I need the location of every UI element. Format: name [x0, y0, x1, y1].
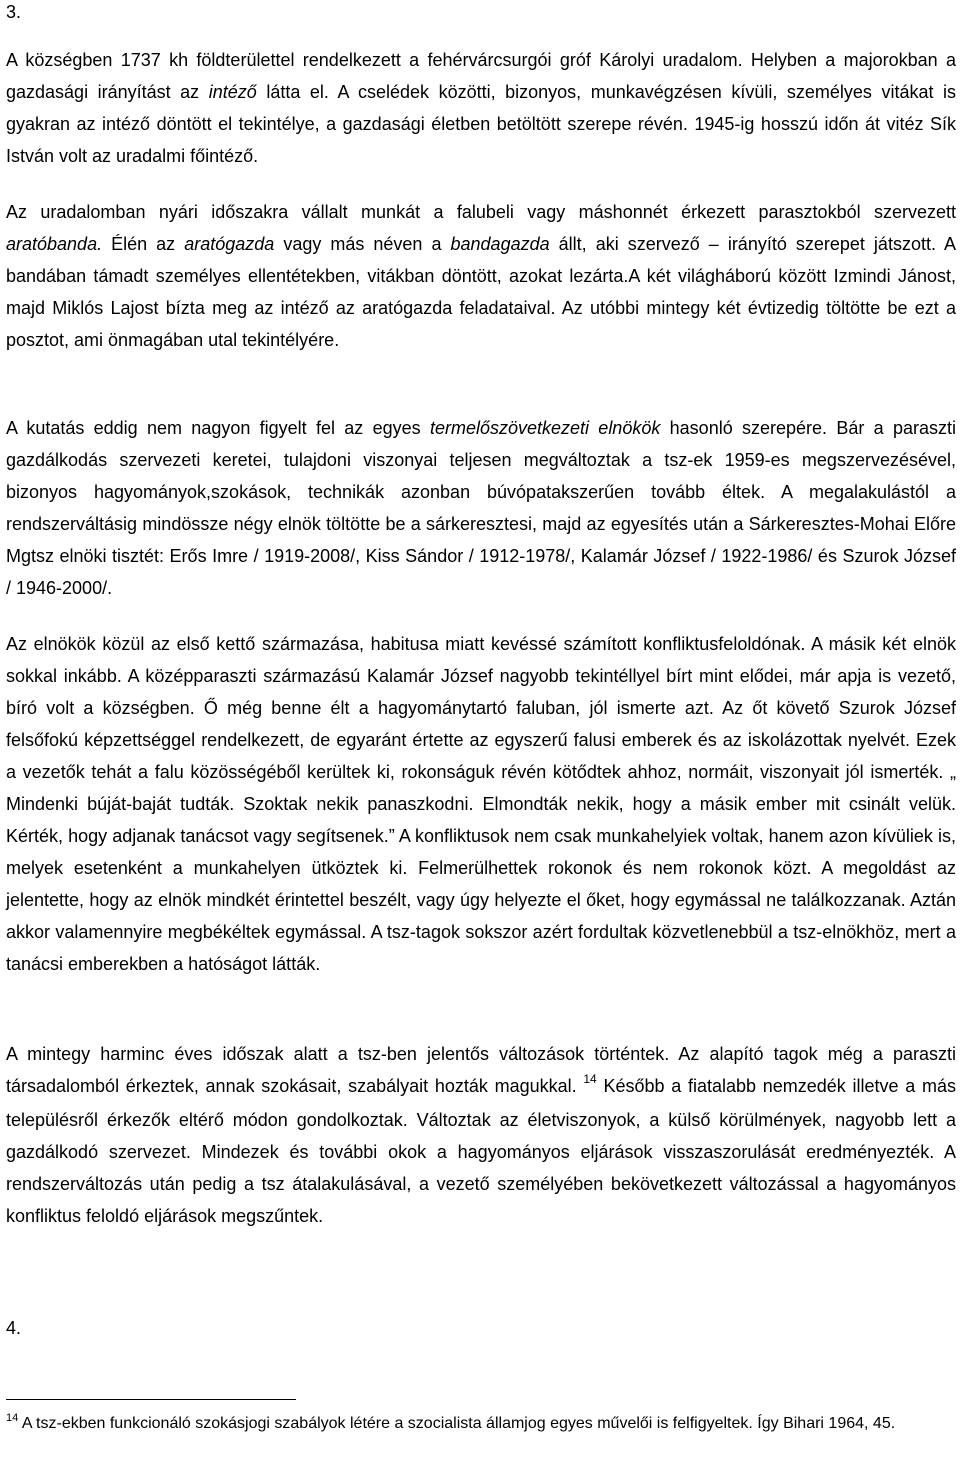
- section-number-4: 4.: [6, 1318, 22, 1338]
- italic-term: aratógazda: [184, 234, 275, 254]
- paragraph-tsz-elnokok: [6, 412, 956, 604]
- italic-term: bandagazda: [450, 234, 550, 254]
- footnote: [6, 1410, 946, 1439]
- paragraph-uradalom: [6, 44, 956, 172]
- italic-term: intéző: [208, 82, 257, 102]
- section-number-3: 3.: [6, 2, 22, 22]
- paragraph-text: A községben 1737 kh földterülettel rendelkezett a fehérvárcsurgói gróf Károlyi uradalom. Helyben a majorokban a gazdasági irányítást az: [6, 50, 956, 102]
- paragraph-text: hasonló szerepére. Bár a paraszti gazdálkodás szervezeti keretei, tulajdoni viszonyai teljesen megváltoztak a tsz-ek 1959-es megszervezésével, bizonyos hagyományok,szokások, technikák azonban búvópatakszerűen tovább éltek. A megalakulástól a rendszerváltásig mindössze négy elnök töltötte be a sárkeresztesi, majd az egyesítés után a Sárkeresztes-Mohai Előre Mgtsz elnöki tisztét: Erős Imre / 1919-2008/, Kiss Sándor / 1912-1978/, Kalamár József / 1922-1986/ és Szurok József / 1946-2000/.: [6, 418, 957, 598]
- paragraph-text: vagy más néven a: [274, 234, 451, 254]
- paragraph-text: A mintegy harminc éves időszak alatt a tsz-ben jelentős változások történtek. Az alapító tagok még a paraszti társadalomból érkeztek, annak szokásait, szabályait hozták magukkal.: [6, 1044, 956, 1096]
- footnote-text: A tsz-ekben funkcionáló szokásjogi szabályok létére a szocialista államjog egyes művelői is felfigyeltek. Így Bihari 1964, 45.: [18, 1415, 896, 1432]
- paragraph-text: látta el. A cselédek közötti, bizonyos, munkavégzésen kívüli, személyes vitákat is gyakran az intéző döntött el tekintélye, a gazdasági életben betöltött szerepe révén. 1945-ig hosszú időn át vitéz Sík István volt az uradalmi főintéző.: [6, 82, 957, 166]
- paragraph-text: Élén az: [102, 234, 185, 254]
- italic-term: aratóbanda.: [6, 234, 103, 254]
- paragraph-text: A kutatás eddig nem nagyon figyelt fel az egyes: [6, 418, 430, 438]
- paragraph-text: Később a fiatalabb nemzedék illetve a más településről érkezők eltérő módon gondolkoztak. Változtak az életviszonyok, a külső körülmények, nagyobb lett a gazdálkodó szervezet. Mindezek és további okok a hagyományos eljárások visszaszorulását eredményezték. A rendszerváltozás után pedig a tsz átalakulásával, a vezető személyében bekövetkezett változással a hagyományos konfliktus feloldó eljárások megszűntek.: [6, 1076, 956, 1226]
- paragraph-text: állt, aki szervező – irányító szerepet játszott. A bandában támadt személyes ellentétekben, vitákban döntött, azokat lezárta.A két világháború között Izmindi Jánost, majd Miklós Lajost bízta meg az intéző az aratógazda feladataival. Az utóbbi mintegy két évtizedig töltötte be ezt a posztot, ami önmagában utal tekintélyére.: [6, 234, 956, 350]
- footnote-reference[interactable]: 14: [583, 1072, 597, 1086]
- paragraph-aratobanda: [6, 196, 956, 356]
- paragraph-text: Az uradalomban nyári időszakra vállalt munkát a falubeli vagy máshonnét érkezett parasztokból szervezett: [6, 202, 956, 222]
- footnote-divider: [6, 1399, 296, 1400]
- paragraph-text: Az elnökök közül az első kettő származása, habitusa miatt kevéssé számított konfliktusfeloldónak. A másik két elnök sokkal inkább. A középparaszti származású Kalamár József nagyobb tekintéllyel bírt mint elődei, már apja is vezető, bíró volt a községben. Ő még benne élt a hagyománytartó faluban, jól ismerte azt. Az őt követő Szurok József felsőfokú képzettséggel rendelkezett, de egyaránt értette az egyszerű falusi emberek és az iskolázottak nyelvét. Ezek a vezetők tehát a falu közösségéből kerültek ki, rokonságuk révén kötődtek ahhoz, normáit, viszonyait jól ismerték. „ Mindenki búját-baját tudták. Szoktak nekik panaszkodni. Elmondták nekik, hogy a másik ember mit csinált velük. Kérték, hogy adjanak tanácsot vagy segítsenek.” A konfliktusok nem csak munkahelyiek voltak, hanem azon kívüliek is, melyek esetenként a munkahelyen ütköztek ki. Felmerülhettek rokonok és nem rokonok közt. A megoldást az jelentette, hogy az elnök mindkét érintettel beszélt, vagy úgy helyezte el őket, hogy egymással ne találkozzanak. Aztán akkor valamennyire megbékéltek egymással. A tsz-tagok sokszor azért fordultak közvetlenebbül a tsz-elnökhöz, mert a tanácsi emberekben a hatóságot látták.: [6, 634, 956, 974]
- paragraph-valtozasok: [6, 1038, 956, 1232]
- italic-term: termelőszövetkezeti elnökök: [429, 418, 661, 438]
- footnote-number: 14: [6, 1412, 19, 1424]
- paragraph-konfliktusfeloldas: [6, 628, 956, 980]
